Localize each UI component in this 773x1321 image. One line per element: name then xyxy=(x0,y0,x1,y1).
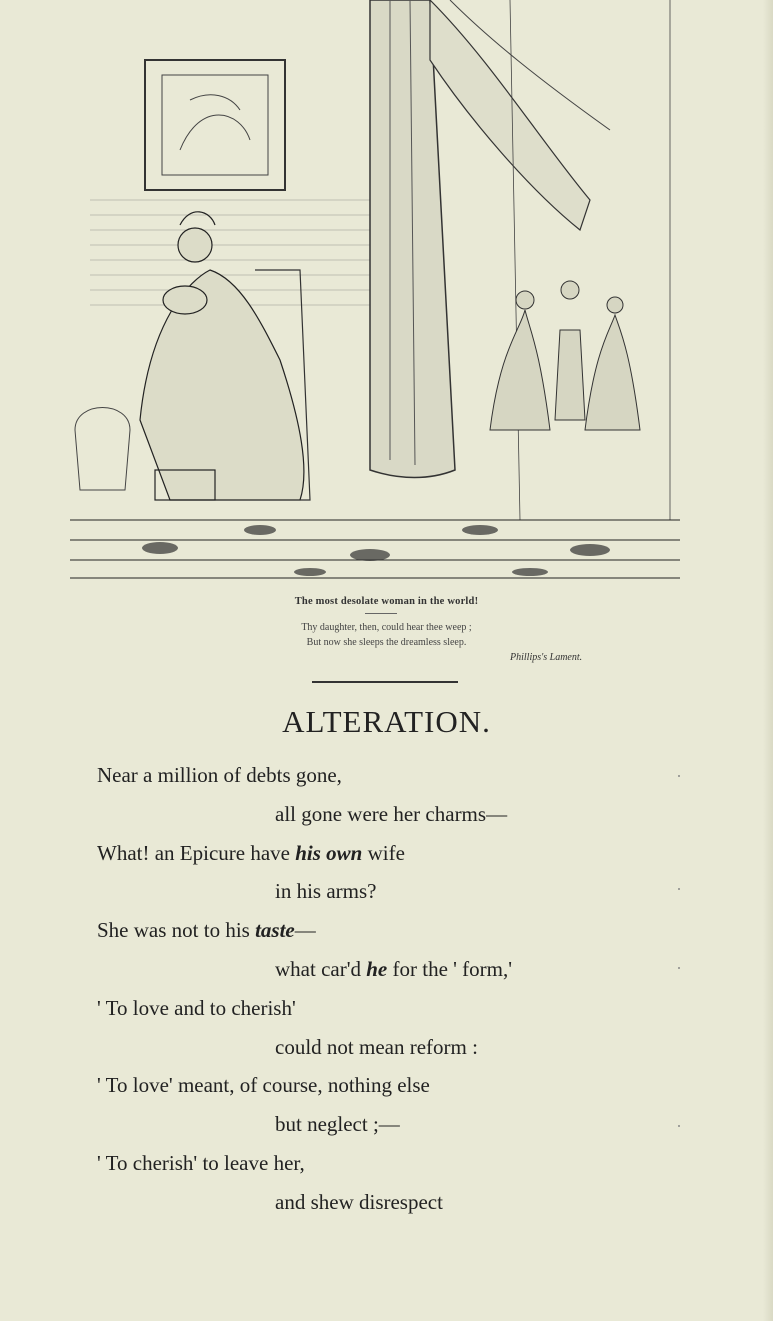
poem-line: all gone were her charms— xyxy=(275,801,508,826)
seated-woman xyxy=(140,212,304,500)
poem-body xyxy=(97,760,697,1226)
engraving-illustration xyxy=(70,0,680,590)
picture-frame xyxy=(145,60,285,190)
poem-line: what car'd he for the ' form,' xyxy=(275,956,513,981)
caption-verse-line: But now she sleeps the dreamless sleep. xyxy=(306,637,467,648)
caption-title: The most desolate woman in the world! xyxy=(294,596,479,607)
poem-line: Near a million of debts gone, xyxy=(97,763,342,787)
caption-attribution: Phillips's Lament. xyxy=(510,652,583,663)
section-divider xyxy=(312,681,458,683)
dancing-figures xyxy=(490,281,640,430)
poem-line: but neglect ;— xyxy=(275,1112,400,1137)
poem-line: ' To love' meant, of course, nothing else xyxy=(97,1073,430,1098)
poem-title: ALTERATION. xyxy=(282,704,491,739)
page-edge xyxy=(763,0,773,1321)
poem-line: ' To love and to cherish' xyxy=(97,995,296,1020)
poem-line: and shew disrespect xyxy=(275,1189,443,1214)
poem-line: could not mean reform : xyxy=(275,1034,478,1059)
caption-verse xyxy=(0,620,773,650)
poem-line: in his arms? xyxy=(275,879,377,904)
caption-rule xyxy=(365,613,397,614)
engraving-illustration-svg xyxy=(70,0,680,590)
poem-line: ' To cherish' to leave her, xyxy=(97,1150,305,1175)
poem-line: She was not to his taste— xyxy=(97,918,316,943)
poem-line: What! an Epicure have his own wife xyxy=(97,840,405,865)
caption-verse-line: Thy daughter, then, could hear thee weep ; xyxy=(301,622,472,633)
